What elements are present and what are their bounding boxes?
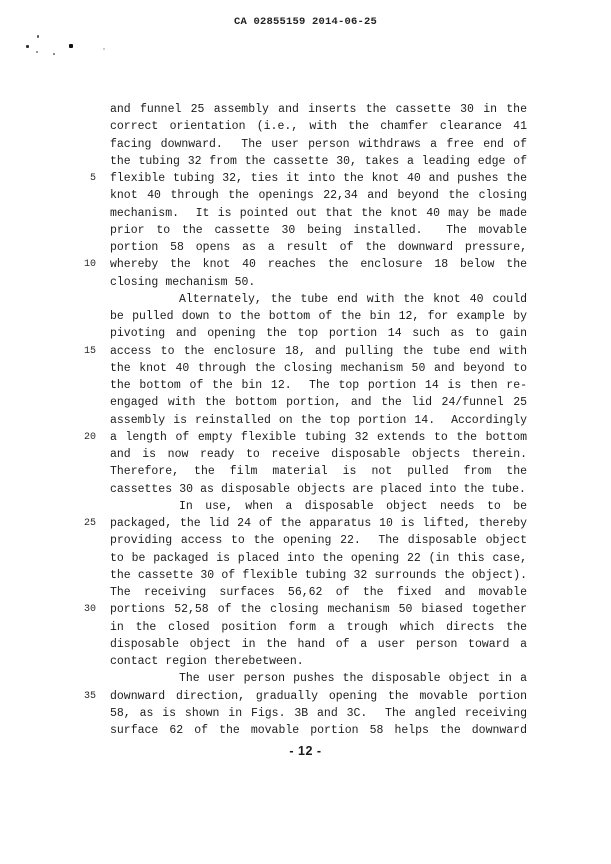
ink-speck xyxy=(53,53,55,55)
text-line xyxy=(0,567,611,584)
patent-header: CA 02855159 2014-06-25 xyxy=(233,16,378,28)
page-number: - 12 - xyxy=(289,744,322,758)
text-line xyxy=(0,550,611,567)
text-line xyxy=(0,377,611,394)
line-text: cassettes 30 as disposable objects are placed into the tube. xyxy=(110,482,526,496)
line-text: knot 40 through the openings 22,34 and beyond the closing xyxy=(110,189,527,203)
line-number: 35 xyxy=(83,690,96,702)
line-text: disposable object in the hand of a user person toward a xyxy=(110,637,527,651)
text-line xyxy=(0,256,611,273)
line-text: portion 58 opens as a result of the downward pressure, xyxy=(110,241,527,254)
text-line xyxy=(0,101,611,118)
ink-speck xyxy=(26,45,29,48)
text-line xyxy=(0,360,611,377)
text-line xyxy=(0,274,611,291)
text-line xyxy=(0,118,611,135)
line-text: to be packaged is placed into the opening 22 (in this case, xyxy=(110,551,527,565)
line-text: engaged with the bottom portion, and the lid 24/funnel 25 xyxy=(110,396,527,410)
line-text: closing mechanism 50. xyxy=(110,275,256,289)
line-text: 58, as is shown in Figs. 3B and 3C. The angled receiving xyxy=(110,706,527,720)
line-text: access to the enclosure 18, and pulling the tube end with xyxy=(110,344,527,358)
text-line xyxy=(0,222,611,239)
text-line xyxy=(0,722,611,739)
text-line xyxy=(0,394,611,411)
text-line xyxy=(0,308,611,325)
text-line xyxy=(0,515,611,532)
line-text: in the closed position form a trough which directs the xyxy=(110,620,527,634)
line-text: assembly is reinstalled on the top portion 14. Accordingly xyxy=(110,413,527,427)
text-line xyxy=(0,705,611,722)
text-line xyxy=(0,136,611,153)
text-line xyxy=(0,688,611,705)
line-text: the tubing 32 from the cassette 30, takes a leading edge of xyxy=(110,154,527,168)
line-text: portions 52,58 of the closing mechanism 50 biased together xyxy=(110,603,527,617)
line-text: downward direction, gradually opening the movable portion xyxy=(110,689,527,703)
line-text: the cassette 30 of flexible tubing 32 surrounds the object). xyxy=(110,568,527,582)
line-text: facing downward. The user person withdraws a free end of xyxy=(110,137,527,151)
line-text: The receiving surfaces 56,62 of the fixed and movable xyxy=(110,586,527,599)
text-line xyxy=(0,343,611,360)
ink-speck xyxy=(37,35,39,38)
text-line xyxy=(0,187,611,204)
text-line xyxy=(0,412,611,429)
line-text: a length of empty flexible tubing 32 extends to the bottom xyxy=(110,430,527,444)
line-text: the knot 40 through the closing mechanism 50 and beyond to xyxy=(110,361,527,375)
line-text: flexible tubing 32, ties it into the knot 40 and pushes the xyxy=(110,172,527,185)
text-line xyxy=(0,670,611,687)
line-number: 20 xyxy=(83,431,96,443)
line-text: mechanism. It is pointed out that the knot 40 may be made xyxy=(110,206,527,220)
line-text: The user person pushes the disposable object in a xyxy=(179,672,527,686)
text-line xyxy=(0,205,611,222)
line-text: and funnel 25 assembly and inserts the cassette 30 in the xyxy=(110,103,527,116)
text-line xyxy=(0,429,611,446)
text-line xyxy=(0,498,611,515)
text-line xyxy=(0,153,611,170)
text-line xyxy=(0,481,611,498)
line-text: the bottom of the bin 12. The top portion 14 is then re- xyxy=(110,379,527,392)
ink-speck xyxy=(69,44,73,48)
line-text: whereby the knot 40 reaches the enclosure 18 below the xyxy=(110,258,527,272)
line-text: Alternately, the tube end with the knot 40 could xyxy=(179,292,527,306)
text-line xyxy=(0,463,611,480)
text-line xyxy=(0,532,611,549)
text-line xyxy=(0,239,611,256)
ink-speck xyxy=(103,48,105,50)
line-text: and is now ready to receive disposable objects therein. xyxy=(110,448,527,461)
line-number: 15 xyxy=(83,345,96,357)
line-text: correct orientation (i.e., with the chamfer clearance 41 xyxy=(110,120,527,134)
text-line xyxy=(0,325,611,342)
line-number: 25 xyxy=(83,518,96,529)
text-line xyxy=(0,653,611,670)
line-text: be pulled down to the bottom of the bin 12, for example by xyxy=(110,310,527,323)
line-number: 10 xyxy=(83,259,96,271)
line-text: providing access to the opening 22. The disposable object xyxy=(110,534,527,548)
line-text: prior to the cassette 30 being installed. The movable xyxy=(110,223,527,237)
text-line xyxy=(0,584,611,601)
ink-speck xyxy=(36,51,38,53)
text-line xyxy=(0,619,611,636)
text-line xyxy=(0,291,611,308)
text-line xyxy=(0,601,611,618)
line-text: pivoting and opening the top portion 14 such as to gain xyxy=(110,327,527,341)
line-text: contact region therebetween. xyxy=(110,655,304,668)
line-text: Therefore, the film material is not pulled from the xyxy=(110,465,527,479)
text-line xyxy=(0,446,611,463)
line-number: 30 xyxy=(83,604,96,616)
line-text: packaged, the lid 24 of the apparatus 10 is lifted, thereby xyxy=(110,517,527,530)
line-number: 5 xyxy=(89,173,96,184)
line-text: In use, when a disposable object needs to be xyxy=(179,499,527,513)
text-line xyxy=(0,170,611,187)
body-text xyxy=(0,101,611,739)
text-line xyxy=(0,636,611,653)
line-text: surface 62 of the movable portion 58 helps the downward xyxy=(110,724,527,737)
